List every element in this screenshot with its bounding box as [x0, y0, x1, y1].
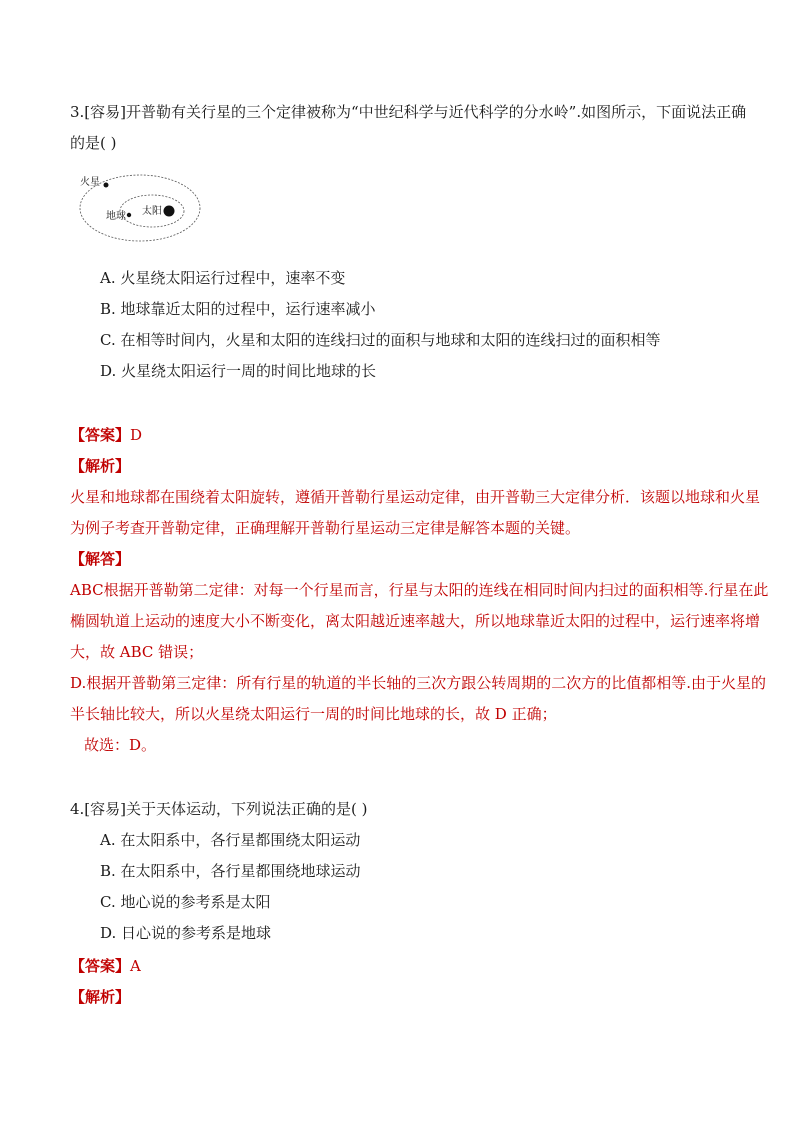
q3-option-d: D. 火星绕太阳运行一周的时间比地球的长	[100, 362, 377, 380]
q3-answer	[70, 425, 142, 445]
q3-stem-line1: 3.[容易]开普勒有关行星的三个定律被称为“中世纪科学与近代科学的分水岭”.如图所示，下面说法正确	[70, 103, 747, 121]
q3-analysis-tag: 【解析】	[70, 457, 131, 475]
orbit-diagram-svg	[78, 168, 202, 244]
q4-option-a: A. 在太阳系中，各行星都围绕太阳运动	[100, 831, 361, 849]
q3-solution-line: D.根据开普勒第三定律：所有行星的轨道的半长轴的三次方跟公转周期的二次方的比值都相等.由于火星的	[70, 674, 767, 692]
earth-label: 地球	[106, 211, 126, 222]
q4-option-d: D. 日心说的参考系是地球	[100, 924, 272, 942]
q3-option-a: A. 火星绕太阳运行过程中，速率不变	[100, 269, 346, 287]
mars-label: 火星	[80, 177, 100, 188]
q3-answer-value: D	[130, 426, 143, 444]
mars-dot	[104, 183, 109, 188]
q4-answer	[70, 956, 141, 976]
q3-solution-line: ABC根据开普勒第二定律：对每一个行星而言，行星与太阳的连线在相同时间内扫过的面积相等.行星在此	[70, 581, 769, 599]
q4-analysis-tag: 【解析】	[70, 988, 131, 1006]
q3-analysis-line2: 为例子考查开普勒定律，正确理解开普勒行星运动三定律是解答本题的关键。	[70, 519, 581, 537]
q4-stem: 4.[容易]关于天体运动，下列说法正确的是( )	[70, 800, 368, 818]
q3-stem-line2: 的是( )	[70, 134, 117, 152]
q3-solution-line: 大，故 ABC 错误；	[70, 643, 204, 661]
q3-analysis-line1: 火星和地球都在围绕着太阳旋转，遵循开普勒行星运动定律，由开普勒三大定律分析．该题以地球和火星	[70, 488, 761, 506]
q3-answer-tag: 【答案】	[70, 426, 131, 444]
q4-answer-value: A	[130, 957, 141, 975]
q4-option-b: B. 在太阳系中，各行星都围绕地球运动	[100, 862, 361, 880]
q3-solution-line: 椭圆轨道上运动的速度大小不断变化，离太阳越近速率越大，所以地球靠近太阳的过程中，运行速率将增	[70, 612, 761, 630]
earth-dot	[127, 213, 131, 217]
q3-option-c: C. 在相等时间内，火星和太阳的连线扫过的面积与地球和太阳的连线扫过的面积相等	[100, 331, 661, 349]
sun-label: 太阳	[142, 206, 162, 217]
q3-final-choice: 故选：D。	[84, 736, 157, 754]
q4-option-c: C. 地心说的参考系是太阳	[100, 893, 271, 911]
q3-solution-tag: 【解答】	[70, 550, 131, 568]
sun-dot	[164, 206, 175, 217]
q3-solution-line: 半长轴比较大，所以火星绕太阳运行一周的时间比地球的长，故 D 正确；	[70, 705, 557, 723]
q3-option-b: B. 地球靠近太阳的过程中，运行速率减小	[100, 300, 376, 318]
q4-answer-tag: 【答案】	[70, 957, 131, 975]
orbit-diagram	[78, 168, 202, 244]
